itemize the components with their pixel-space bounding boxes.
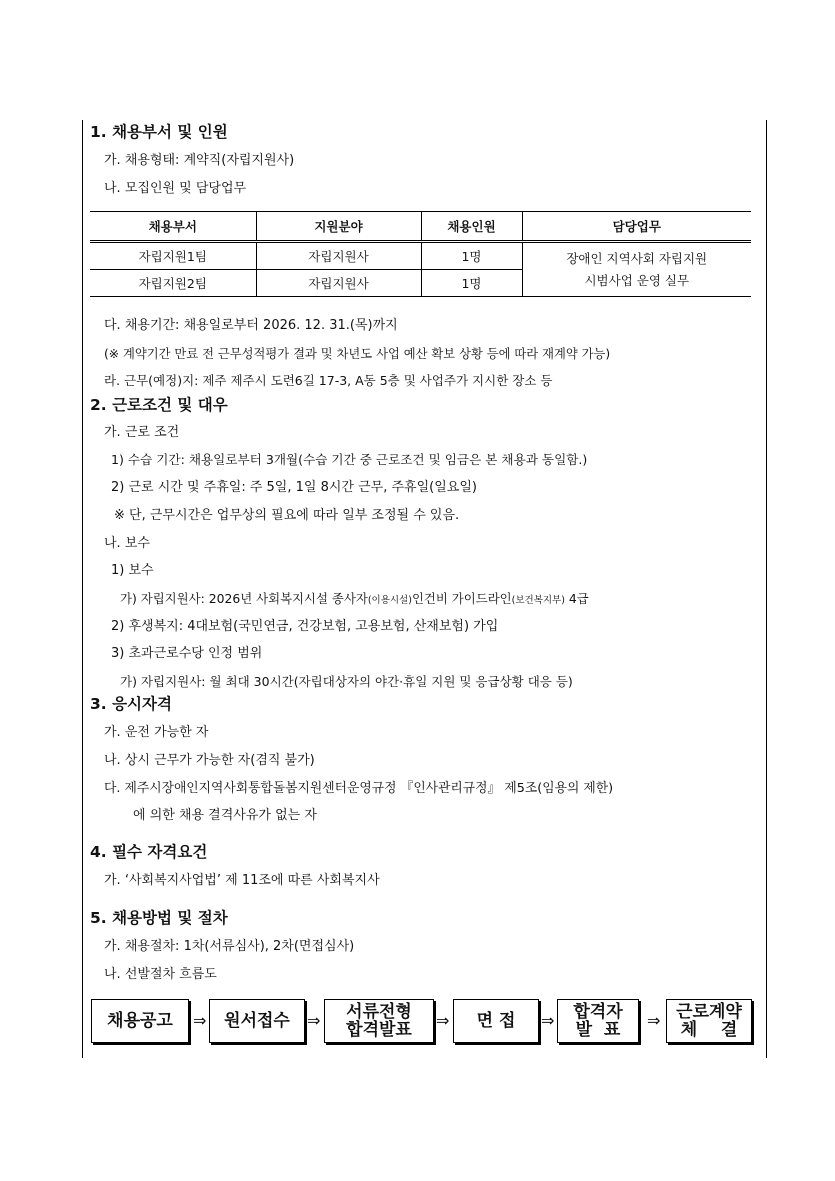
s3-regulation-line2: 에 의한 채용 결격사유가 없는 자 <box>133 808 317 823</box>
pay-text: 4급 <box>564 591 589 606</box>
table-cell-count: 1명 <box>421 270 522 297</box>
flow-step-interview: 면 접 <box>453 999 539 1043</box>
recruitment-table <box>90 211 751 297</box>
flow-arrow: ⇒ <box>541 1011 555 1030</box>
flow-step-document-screening: 서류전형 합격발표 <box>324 999 434 1043</box>
table-cell-count: 1명 <box>421 242 522 270</box>
table-header: 채용인원 <box>421 212 522 242</box>
s5-procedure: 가. 채용절차: 1차(서류심사), 2차(면접심사) <box>104 939 355 954</box>
table-cell-field: 자립지원사 <box>256 242 421 270</box>
flow-arrow: ⇒ <box>436 1011 450 1030</box>
flow-arrow: ⇒ <box>647 1011 661 1030</box>
table-row <box>90 242 751 270</box>
s2-hours-note: ※ 단, 근무시간은 업무상의 필요에 따라 일부 조정될 수 있음. <box>114 508 460 523</box>
s2-work-hours: 2) 근로 시간 및 주휴일: 주 5일, 1일 8시간 근무, 주휴일(일요일) <box>111 480 477 495</box>
table-cell-dept: 자립지원2팀 <box>90 270 256 297</box>
flow-arrow: ⇒ <box>193 1011 207 1030</box>
s1-workplace: 라. 근무(예정)지: 제주 제주시 도련6길 17-3, A동 5층 및 사업주가 지시한 장소 등 <box>104 373 553 388</box>
s3-driving: 가. 운전 가능한 자 <box>104 725 209 740</box>
pay-small: (이용시설) <box>367 595 412 606</box>
flow-step-job-posting: 채용공고 <box>91 999 189 1043</box>
table-header: 지원분야 <box>256 212 421 242</box>
s2-pay-detail <box>120 591 589 609</box>
section-1-title: 1. 채용부서 및 인원 <box>90 123 228 141</box>
table-header: 채용부서 <box>90 212 256 242</box>
s1-recruitment-heading: 나. 모집인원 및 담당업무 <box>104 181 247 196</box>
s1-contract-period: 다. 채용기간: 채용일로부터 2026. 12. 31.(목)까지 <box>104 318 398 333</box>
s3-regulation-line1: 다. 제주시장애인지역사회통합돌봄지원센터운영규정 『인사관리규정』 제5조(임용의 제한) <box>104 781 614 796</box>
s4-requirement: 가. ‘사회복지사업법’ 제 11조에 따른 사회복지사 <box>104 873 380 888</box>
pay-text: 인건비 가이드라인 <box>411 591 512 606</box>
s2-pay-heading: 나. 보수 <box>104 536 150 551</box>
s2-welfare: 2) 후생복지: 4대보험(국민연금, 건강보험, 고용보험, 산재보험) 가입 <box>111 619 499 634</box>
table-header: 담당업무 <box>522 212 751 242</box>
pay-small: (보건복지부) <box>511 595 565 606</box>
pay-text: 가) 자립지원사: 2026년 사회복지시설 종사자 <box>120 591 368 606</box>
s2-overtime-heading: 3) 초과근로수당 인정 범위 <box>111 646 263 661</box>
s2-pay-sub: 1) 보수 <box>111 563 154 578</box>
flow-step-final-announcement: 합격자 발 표 <box>557 999 639 1043</box>
table-cell-duty <box>522 242 751 297</box>
flow-step-application: 원서접수 <box>209 999 305 1043</box>
section-5-title: 5. 채용방법 및 절차 <box>90 909 228 927</box>
section-4-title: 4. 필수 자격요건 <box>90 843 208 861</box>
flow-arrow: ⇒ <box>307 1011 321 1030</box>
table-cell-field: 자립지원사 <box>256 270 421 297</box>
s2-probation: 1) 수습 기간: 채용일로부터 3개월(수습 기간 중 근로조건 및 임금은 본 채용과 동일함.) <box>111 452 588 467</box>
table-cell-dept: 자립지원1팀 <box>90 242 256 270</box>
s1-contract-note: (※ 계약기간 만료 전 근무성적평가 결과 및 차년도 사업 예산 확보 상황 등에 따라 재계약 가능) <box>104 347 611 361</box>
s5-flow-heading: 나. 선발절차 흐름도 <box>104 967 217 982</box>
s3-fulltime: 나. 상시 근무가 가능한 자(겸직 불가) <box>104 753 315 768</box>
duty-line: 시범사업 운영 실무 <box>584 272 690 288</box>
section-3-title: 3. 응시자격 <box>90 695 172 713</box>
section-2-title: 2. 근로조건 및 대우 <box>90 396 228 414</box>
s1-employment-type: 가. 채용형태: 계약직(자립지원사) <box>104 153 295 168</box>
s2-conditions-heading: 가. 근로 조건 <box>104 425 180 440</box>
duty-line: 장애인 지역사회 자립지원 <box>566 250 708 266</box>
flow-step-contract: 근로계약 체 결 <box>666 999 752 1043</box>
s2-overtime-detail: 가) 자립지원사: 월 최대 30시간(자립대상자의 야간·휴일 지원 및 응급상황 대응 등) <box>120 674 573 689</box>
